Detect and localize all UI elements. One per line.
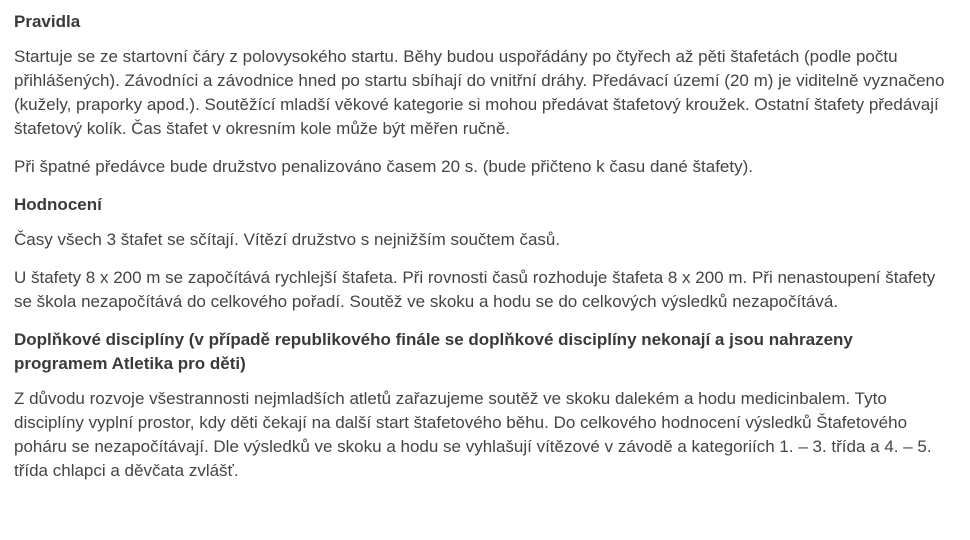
scoring-paragraph-relay: U štafety 8 x 200 m se započítává rychlejší štafeta. Při rovnosti časů rozhoduje štafeta 8 x 200 m. Při nenastoupení štafety se škola nezapočítává do celkového pořadí. Soutěž ve skoku a hodu se do celkových výsledků nezapočítává. xyxy=(14,268,936,311)
section-heading-rules: Pravidla xyxy=(14,12,81,31)
section-heading-scoring: Hodnocení xyxy=(14,195,102,214)
rules-paragraph-start: Startuje se ze startovní čáry z polovysokého startu. Běhy budou uspořádány po čtyřech až pěti štafetách (podle počtu přihlášených). Závodníci a závodnice hned po startu sbíhají do vnitřní dráhy. Předávací území (20 m) je viditelně vyznačeno (kužely, praporky apod.). Soutěžící mladší věkové kategorie si mohou předávat štafetový kroužek. Ostatní štafety předávají štafetový kolík. Čas štafet v okresním kole může být měřen ručně. xyxy=(14,47,945,138)
additional-paragraph: Z důvodu rozvoje všestrannosti nejmladších atletů zařazujeme soutěž ve skoku dalekém a hodu medicinbalem. Tyto disciplíny vyplní prostor, kdy děti čekají na další start štafetového běhu. Do celkového hodnocení výsledků Štafetového poháru se nezapočítávají. Dle výsledků ve skoku a hodu se vyhlašují vítězové v závodě a kategoriích 1. – 3. třída a 4. – 5. třída chlapci a děvčata zvlášť. xyxy=(14,389,932,480)
scoring-paragraph-sum: Časy všech 3 štafet se sčítají. Vítězí družstvo s nejnižším součtem časů. xyxy=(14,230,561,249)
rules-paragraph-penalty: Při špatné předávce bude družstvo penalizováno časem 20 s. (bude přičteno k času dané štafety). xyxy=(14,157,753,176)
section-heading-additional: Doplňkové disciplíny (v případě republikového finále se doplňkové disciplíny nekonají a jsou nahrazeny programem Atletika pro děti) xyxy=(14,330,853,373)
